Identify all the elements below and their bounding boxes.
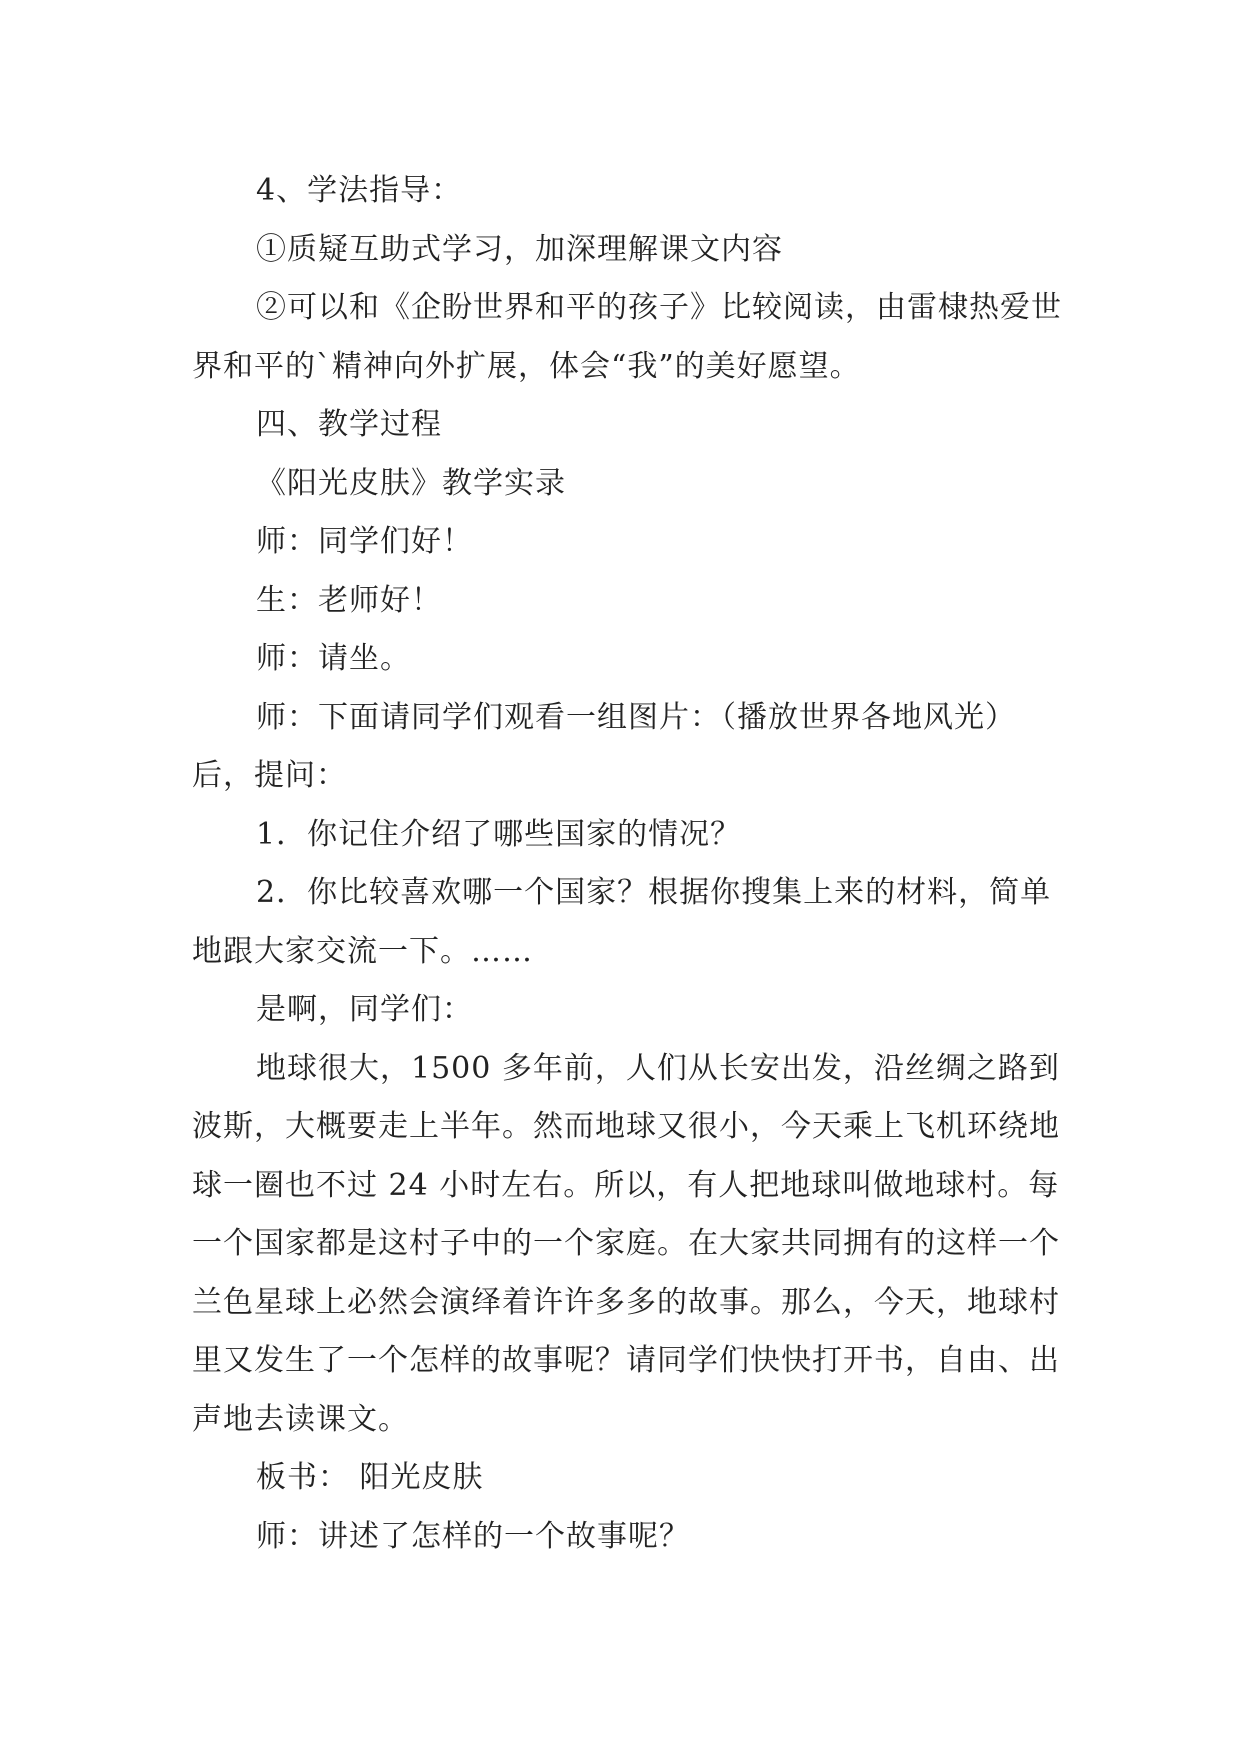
body-paragraph: 地球很大，1500 多年前，人们从长安出发，沿丝绸之路到波斯，大概要走上半年。然而地球又很小，今天乘上飞机环绕地球一圈也不过 24 小时左右。所以，有人把地球叫做地球村。每一个国家都是这村子中的一个家庭。在大家共同拥有的这样一个兰色星球上必然会演绎着许许多多的故事。那么，今天，地球村里又发生了一个怎样的故事呢？请同学们快快打开书，自由、出声地去读课文。 [192, 1050, 1060, 1437]
section-heading-teaching-process: 四、教学过程 [256, 407, 442, 442]
list-item: ①质疑互助式学习，加深理解课文内容 [256, 231, 783, 267]
dialogue-line: 师：下面请同学们观看一组图片：（播放世界各地风光）后，提问： [192, 699, 1016, 793]
section-heading-study-method: 4、学法指导： [256, 173, 463, 208]
board-writing: 板书： 阳光皮肤 [256, 1460, 484, 1495]
document-body [192, 162, 1068, 1566]
list-item: ②可以和《企盼世界和平的孩子》比较阅读，由雷棣热爱世界和平的`精神向外扩展，体会“我”的美好愿望。 [192, 290, 1062, 384]
question-item: 1．你记住介绍了哪些国家的情况？ [256, 816, 742, 852]
dialogue-line: 师：讲述了怎样的一个故事呢？ [256, 1518, 690, 1554]
dialogue-line: 是啊，同学们： [256, 992, 473, 1027]
dialogue-line: 生：老师好！ [256, 582, 442, 618]
dialogue-line: 师：同学们好！ [256, 524, 473, 559]
dialogue-line: 师：请坐。 [256, 641, 411, 676]
question-item: 2．你比较喜欢哪一个国家？根据你搜集上来的材料，简单地跟大家交流一下。…… [192, 875, 1052, 969]
record-title: 《阳光皮肤》教学实录 [256, 465, 566, 501]
